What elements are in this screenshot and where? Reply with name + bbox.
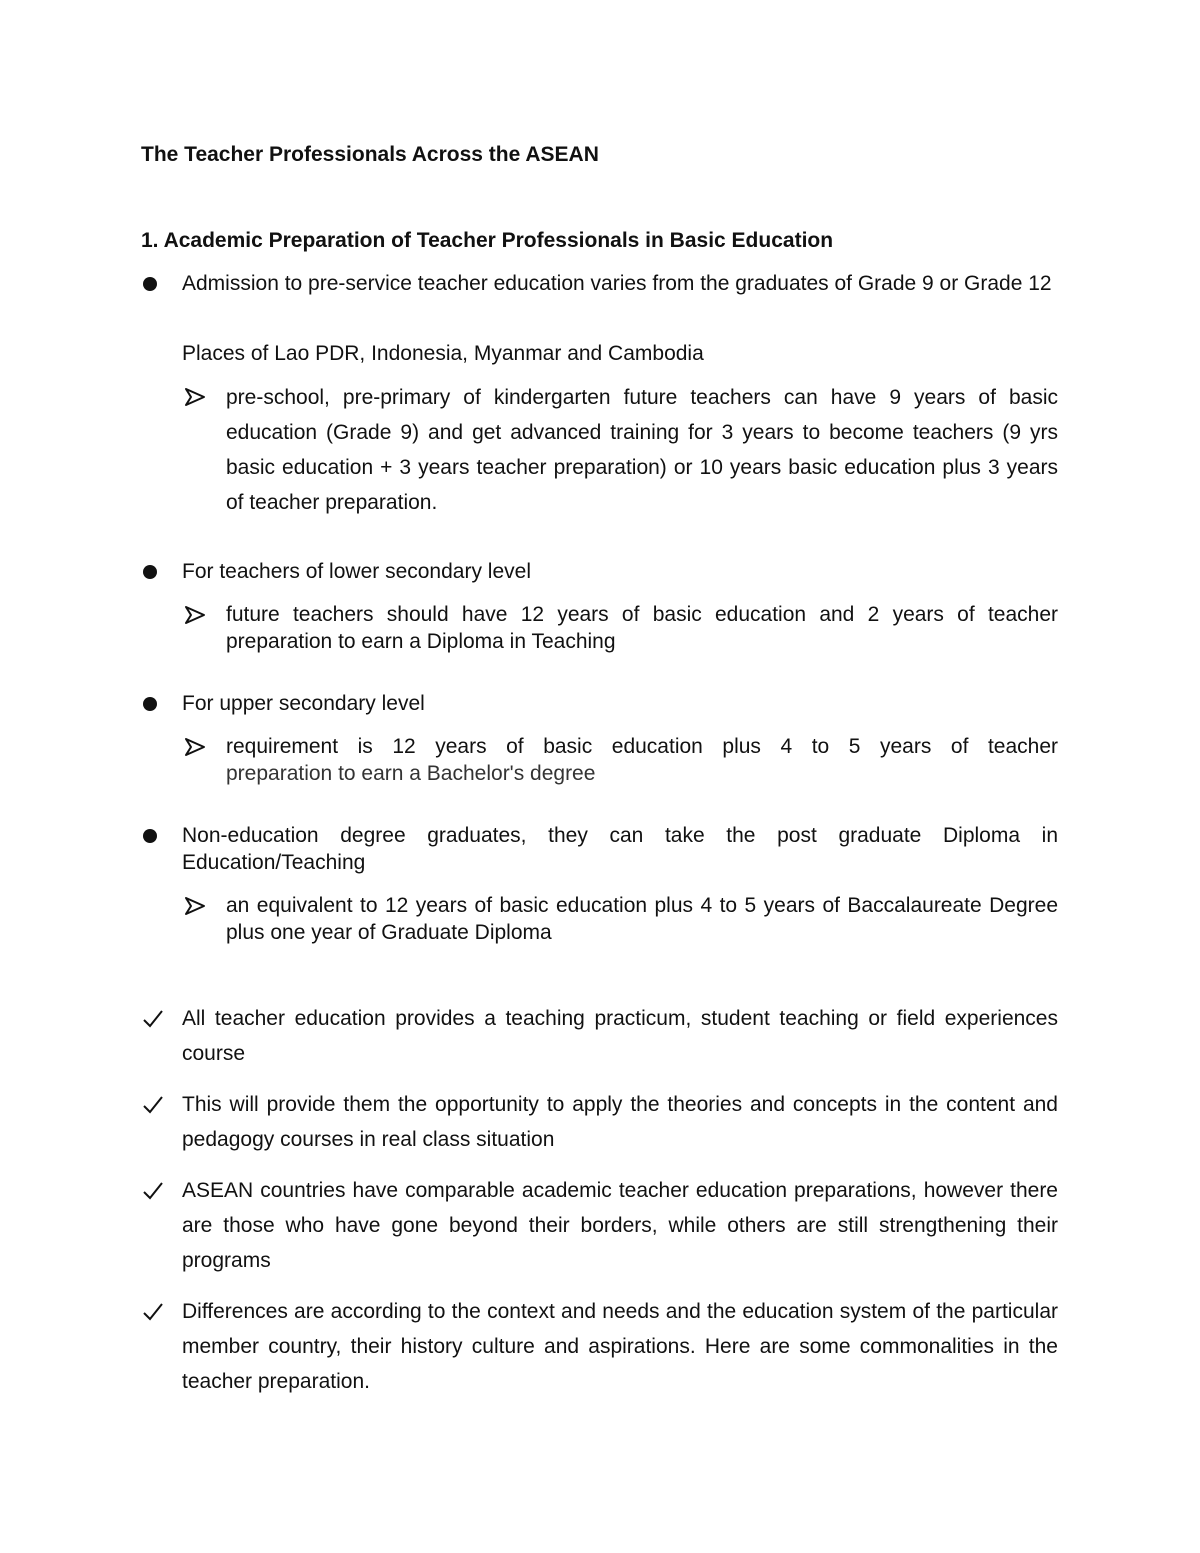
bullet-text: For upper secondary level (182, 692, 425, 715)
bullet-dot-icon (143, 697, 157, 711)
arrow-bullet-icon (184, 605, 208, 625)
arrow-bullet-icon (184, 737, 208, 757)
arrow-bullet-icon (184, 896, 208, 916)
sub-bullet-text: an equivalent to 12 years of basic education plus 4 to 5 years of Baccalaureate Degree plus one year of Graduate Diploma (226, 894, 1058, 944)
sub-bullet-text-line: requirement is 12 years of basic education plus 4 to 5 years of teacher (226, 735, 1058, 758)
section-heading: 1. Academic Preparation of Teacher Professionals in Basic Education (141, 229, 834, 252)
checkmark-icon (141, 1008, 165, 1030)
checkmark-icon (141, 1301, 165, 1323)
bullet-text: Non-education degree graduates, they can take the post graduate Diploma in Education/Teaching (182, 824, 1058, 874)
bullet-note: Places of Lao PDR, Indonesia, Myanmar and Cambodia (182, 342, 704, 365)
arrow-bullet-icon (184, 387, 208, 407)
bullet-dot-icon (143, 277, 157, 291)
sub-bullet-text-line: preparation to earn a Bachelor's degree (226, 762, 596, 785)
bullet-text: Admission to pre-service teacher education varies from the graduates of Grade 9 or Grade 12 (182, 272, 1052, 295)
checkmark-icon (141, 1094, 165, 1116)
check-item-text: All teacher education provides a teaching practicum, student teaching or field experiences course (182, 1007, 1058, 1065)
bullet-dot-icon (143, 829, 157, 843)
checkmark-icon (141, 1180, 165, 1202)
bullet-text: For teachers of lower secondary level (182, 560, 531, 583)
document-title: The Teacher Professionals Across the ASEAN (141, 143, 599, 166)
sub-bullet-text: future teachers should have 12 years of basic education and 2 years of teacher preparation to earn a Diploma in Teaching (226, 603, 1058, 653)
check-item-text: This will provide them the opportunity to apply the theories and concepts in the content and pedagogy courses in real class situation (182, 1093, 1058, 1151)
check-item-text: Differences are according to the context and needs and the education system of the particular member country, their history culture and aspirations. Here are some commonalities in the teacher preparation. (182, 1300, 1058, 1393)
sub-bullet-text: pre-school, pre-primary of kindergarten future teachers can have 9 years of basic education (Grade 9) and get advanced training for 3 years to become teachers (9 yrs basic education + 3 years teacher preparation) or 10 years basic education plus 3 years of teacher preparation. (226, 386, 1058, 514)
check-item-text: ASEAN countries have comparable academic teacher education preparations, however there are those who have gone beyond their borders, while others are still strengthening their programs (182, 1179, 1058, 1272)
bullet-dot-icon (143, 565, 157, 579)
